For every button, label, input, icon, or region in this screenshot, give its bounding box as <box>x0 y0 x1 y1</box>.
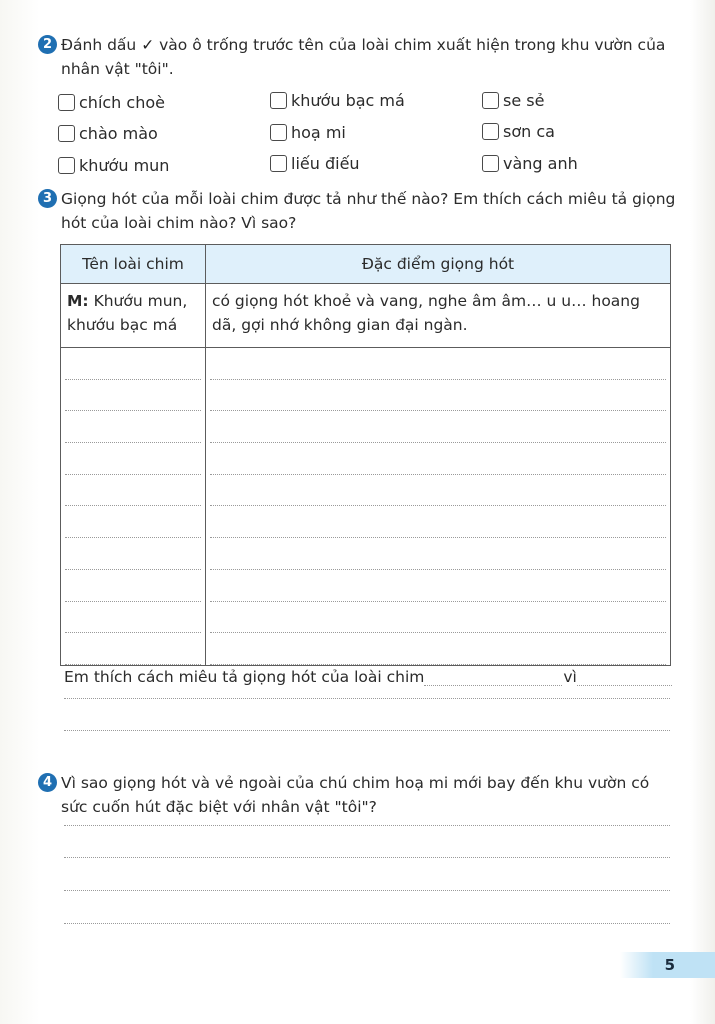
favorite-bird-prompt <box>64 667 672 686</box>
dotted-line <box>210 443 666 475</box>
question-number-badge: 2 <box>38 35 57 54</box>
question-number-badge: 3 <box>38 189 57 208</box>
example-bird: Khướu mun, khướu bạc má <box>67 292 188 334</box>
bird-answer-area[interactable] <box>61 348 206 666</box>
option-item[interactable] <box>482 88 544 112</box>
option-label: liếu điếu <box>291 153 360 173</box>
answer-line[interactable] <box>64 730 670 731</box>
dotted-line <box>210 570 666 602</box>
dotted-line <box>65 443 201 475</box>
option-label: sơn ca <box>503 121 555 141</box>
dotted-line <box>210 506 666 538</box>
option-item[interactable] <box>482 151 578 175</box>
instruction-text-start: Đánh dấu <box>61 36 137 54</box>
dotted-line <box>65 475 201 507</box>
dotted-line <box>65 538 201 570</box>
dotted-line <box>65 411 201 443</box>
checkbox[interactable] <box>482 92 499 109</box>
checkbox[interactable] <box>270 155 287 172</box>
checkbox[interactable] <box>58 94 75 111</box>
option-label: chào mào <box>79 123 158 143</box>
option-item[interactable] <box>482 119 555 143</box>
example-description-cell: có giọng hót khoẻ và vang, nghe âm âm… u u… hoang dã, gợi nhớ không gian đại ngàn. <box>206 284 671 348</box>
dotted-line <box>65 348 201 380</box>
dotted-line <box>65 380 201 412</box>
page-number: 5 <box>664 956 675 974</box>
option-label: chích choè <box>79 92 165 112</box>
dotted-line <box>210 411 666 443</box>
checkbox[interactable] <box>270 92 287 109</box>
answer-line[interactable] <box>64 923 670 924</box>
question-number-badge: 4 <box>38 773 57 792</box>
question-4-text: Vì sao giọng hót và vẻ ngoài của chú chim hoạ mi mới bay đến khu vườn có sức cuốn hút đặc biệt với nhân vật "tôi"? <box>61 774 650 816</box>
dotted-line <box>65 506 201 538</box>
instruction-text-end: vào ô trống trước tên của loài chim xuất hiện trong khu vườn của nhân vật "tôi". <box>61 36 666 78</box>
song-answer-area[interactable] <box>206 348 671 666</box>
answer-line[interactable] <box>64 857 670 858</box>
answer-line[interactable] <box>64 698 670 699</box>
option-label: se sẻ <box>503 90 545 110</box>
page-number-tab <box>620 952 715 978</box>
question-4 <box>38 771 678 819</box>
dotted-line <box>65 633 201 665</box>
check-mark-icon: ✓ <box>141 36 155 54</box>
question-3-heading <box>38 187 678 235</box>
checkbox[interactable] <box>482 155 499 172</box>
question-2-text <box>61 33 678 81</box>
option-item[interactable] <box>58 121 158 145</box>
dotted-line <box>210 380 666 412</box>
bird-song-table <box>60 244 671 666</box>
option-label: khướu bạc má <box>291 90 405 110</box>
example-row <box>61 284 671 348</box>
answer-row <box>61 348 671 666</box>
option-item[interactable] <box>58 90 165 114</box>
question-3 <box>38 187 678 235</box>
option-label: vàng anh <box>503 153 578 173</box>
question-3-text: Giọng hót của mỗi loài chim được tả như thế nào? Em thích cách miêu tả giọng hót của loài chim nào? Vì sao? <box>61 190 676 232</box>
dotted-line <box>65 602 201 634</box>
dotted-line <box>210 633 666 665</box>
example-bird-cell <box>61 284 206 348</box>
option-label: khướu mun <box>79 155 170 175</box>
option-label: hoạ mi <box>291 122 346 142</box>
checkbox[interactable] <box>270 124 287 141</box>
option-item[interactable] <box>270 151 360 175</box>
table-header-row <box>61 245 671 284</box>
dotted-line <box>65 570 201 602</box>
answer-line[interactable] <box>64 825 670 826</box>
because-text: vì <box>563 668 577 686</box>
checkbox[interactable] <box>58 157 75 174</box>
column-header-bird: Tên loài chim <box>61 245 206 284</box>
dotted-line <box>210 348 666 380</box>
answer-line[interactable] <box>64 890 670 891</box>
example-label: M: <box>67 292 89 310</box>
option-item[interactable] <box>270 88 405 112</box>
column-header-song: Đặc điểm giọng hót <box>206 245 671 284</box>
checkbox[interactable] <box>58 125 75 142</box>
checkbox[interactable] <box>482 123 499 140</box>
bird-name-blank[interactable] <box>424 667 562 686</box>
question-2 <box>38 33 678 81</box>
question-2-heading <box>38 33 678 81</box>
option-item[interactable] <box>270 120 346 144</box>
dotted-line <box>210 538 666 570</box>
dotted-line <box>210 602 666 634</box>
question-4-heading <box>38 771 678 819</box>
option-item[interactable] <box>58 153 169 177</box>
favorite-prompt-text: Em thích cách miêu tả giọng hót của loài chim <box>64 668 425 686</box>
reason-blank[interactable] <box>577 667 672 686</box>
dotted-line <box>210 475 666 507</box>
